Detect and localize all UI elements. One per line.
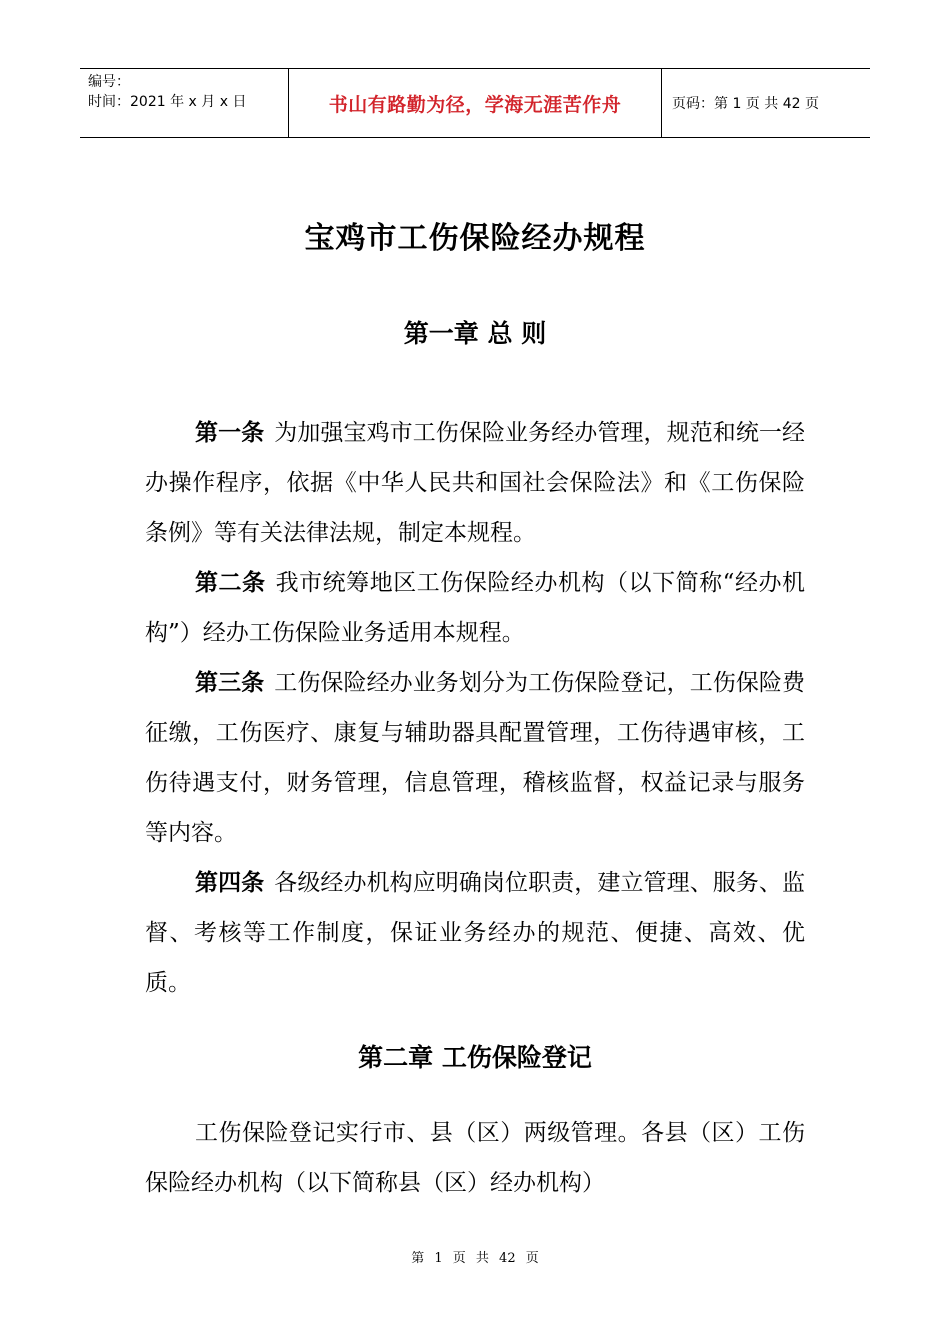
document-header: [80, 68, 870, 138]
article-2-label: 第二条: [195, 570, 266, 596]
page-footer: 第 1 页 共 42 页: [411, 1251, 539, 1266]
header-motto: 书山有路勤为径，学海无涯苦作舟: [328, 93, 622, 116]
article-4-label: 第四条: [195, 870, 265, 896]
chapter-1-title: 第一章 总 则: [403, 319, 547, 348]
header-page-info: 页码：第 1 页 共 42 页: [672, 96, 819, 112]
header-motto-cell: [288, 69, 662, 137]
article-1-text: 为加强宝鸡市工伤保险业务经办管理，规范和统一经办操作程序，依据《中华人民共和国社会保险法》和《工伤保险条例》等有关法律法规，制定本规程。: [145, 420, 806, 546]
chapter-1-body: [145, 408, 805, 1008]
document-date-label: 时间：2021 年 x 月 x 日: [88, 94, 247, 110]
article-4: [145, 858, 805, 1008]
article-1-label: 第一条: [195, 420, 265, 446]
document-number-label: 编号：: [88, 74, 130, 90]
article-1: [145, 408, 805, 558]
chapter-2-title: 第二章 工伤保险登记: [358, 1043, 592, 1072]
article-3: [145, 658, 805, 858]
article-2-text: 我市统筹地区工伤保险经办机构（以下简称“经办机构”）经办工伤保险业务适用本规程。: [145, 570, 805, 646]
chapter-2-paragraph: 工伤保险登记实行市、县（区）两级管理。各县（区）工伤保险经办机构（以下简称县（区）经办机构）: [145, 1120, 805, 1196]
article-3-text: 工伤保险经办业务划分为工伤保险登记，工伤保险费征缴，工伤医疗、康复与辅助器具配置管理，工伤待遇审核，工伤待遇支付，财务管理，信息管理，稽核监督，权益记录与服务等内容。: [145, 670, 806, 846]
article-3-label: 第三条: [195, 670, 265, 696]
article-2: [145, 558, 805, 658]
header-meta: [80, 69, 288, 137]
chapter-2-body: [145, 1108, 805, 1208]
document-title: 宝鸡市工伤保险经办规程: [304, 221, 646, 256]
header-page-info-cell: [662, 69, 870, 137]
article-4-text: 各级经办机构应明确岗位职责，建立管理、服务、监督、考核等工作制度，保证业务经办的规范、便捷、高效、优质。: [145, 870, 806, 996]
